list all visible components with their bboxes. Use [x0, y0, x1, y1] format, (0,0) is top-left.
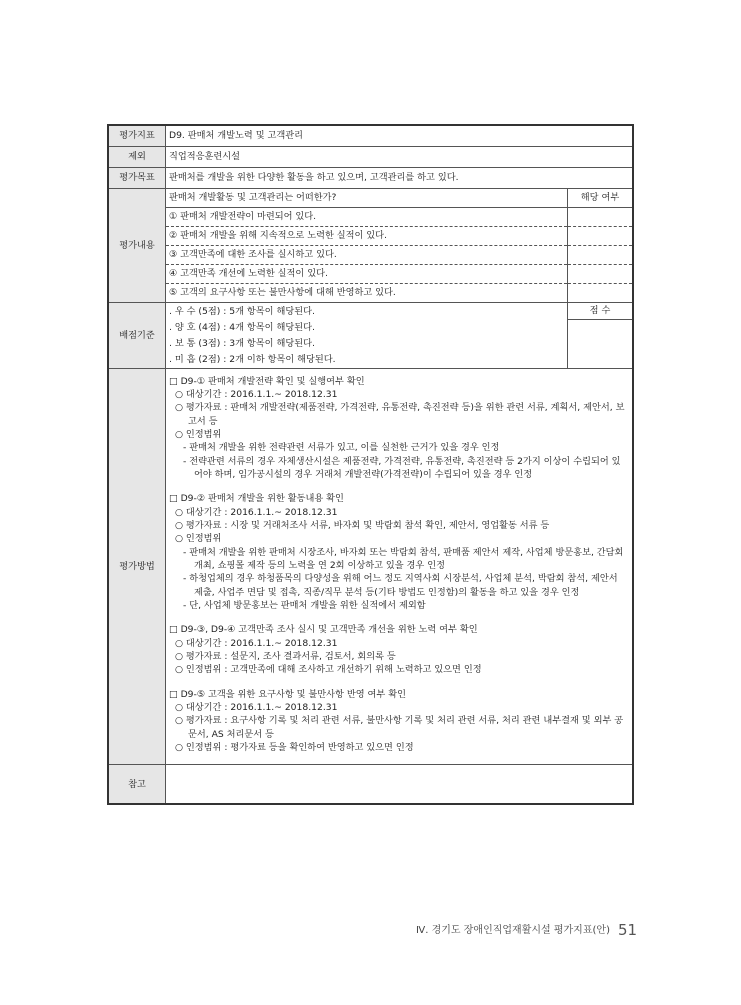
content-item: ① 판매처 개발전략이 마련되어 있다.	[166, 208, 632, 227]
row-indicator	[108, 125, 633, 147]
check-cell	[568, 284, 633, 303]
scoring-criteria	[166, 303, 632, 368]
score-level: . 보 통 (3점) : 3개 항목이 해당된다.	[166, 336, 568, 352]
goal-value: 판매처를 개발을 위한 다양한 활동을 하고 있으며, 고객관리를 하고 있다.	[166, 168, 634, 189]
label-method: 평가방법	[108, 368, 166, 765]
check-header: 해당 여부	[568, 189, 633, 208]
page-footer	[416, 921, 637, 939]
row-content	[108, 189, 633, 303]
method-period: ○ 대상기간 : 2016.1.1.~ 2018.12.31	[175, 637, 338, 649]
evaluation-table	[107, 124, 634, 805]
method-section-title: □ D9-③, D9-④ 고객만족 조사 실시 및 고객만족 개선을 위한 노력 여부 확인	[169, 624, 478, 636]
method-scope-item: - 판매처 개발을 위한 전략관련 서류가 있고, 이를 실천한 근거가 있을 경우 인정	[183, 442, 500, 454]
row-exclusion	[108, 147, 633, 168]
method-scope: ○ 인정범위	[175, 428, 222, 440]
content-question: 판매처 개발활동 및 고객관리는 어떠한가?	[166, 189, 568, 208]
method-section-title: □ D9-① 판매처 개발전략 확인 및 실행여부 확인	[169, 375, 365, 387]
content-item: ③ 고객만족에 대한 조사를 실시하고 있다.	[166, 246, 632, 265]
method-scope-item: - 단, 사업체 방문홍보는 판매처 개발을 위한 실적에서 제외함	[183, 600, 426, 611]
method-materials: ○ 평가자료 : 시장 및 거래처조사 서류, 바자회 및 박람회 참석 확인, 제안서, 영업활동 서류 등	[175, 519, 550, 531]
method-period: ○ 대상기간 : 2016.1.1.~ 2018.12.31	[175, 388, 338, 400]
method-period: ○ 대상기간 : 2016.1.1.~ 2018.12.31	[175, 506, 338, 518]
content-checklist	[166, 189, 632, 302]
method-scope: ○ 인정범위	[175, 533, 222, 545]
content-item: ⑤ 고객의 요구사항 또는 불만사항에 대해 반영하고 있다.	[166, 284, 632, 303]
row-reference	[108, 765, 633, 805]
row-goal	[108, 168, 633, 189]
method-materials: ○ 평가자료 : 판매처 개발전략(제품전략, 가격전략, 유통전략, 촉진전략 등)을 위한 관련 서류, 계획서, 제안서, 보고서 등	[175, 402, 625, 427]
page-number: 51	[617, 921, 638, 939]
method-scope-item: - 하청업체의 경우 하청품목의 다양성을 위해 어느 정도 지역사회 시장분석, 사업체 분석, 박람회 참석, 제안서 제출, 사업주 면담 및 접촉, 직종/직무 분석 등(기타 방법도 인정함)의 활동을 하고 있을 경우 인정	[183, 573, 618, 598]
check-cell	[568, 208, 633, 227]
check-cell	[568, 246, 633, 265]
method-scope-item: - 판매처 개발을 위한 판매처 시장조사, 바자회 또는 박람회 참석, 판매품 제안서 제작, 사업체 방문홍보, 간담회 개최, 쇼핑몰 제작 등의 노력을 연 2회 이상하고 있을 경우 인정	[183, 546, 624, 571]
score-level: . 우 수 (5점) : 5개 항목이 해당된다.	[166, 303, 568, 320]
score-header: 점 수	[568, 303, 633, 320]
content-item: ④ 고객만족 개선에 노력한 실적이 있다.	[166, 265, 632, 284]
reference-value	[166, 765, 634, 805]
check-cell	[568, 265, 633, 284]
method-materials: ○ 평가자료 : 설문지, 조사 결과서류, 검토서, 회의록 등	[175, 651, 396, 663]
method-scope: ○ 인정범위 : 고객만족에 대해 조사하고 개선하기 위해 노력하고 있으면 인정	[175, 664, 482, 676]
method-section-title: □ D9-⑤ 고객을 위한 요구사항 및 불만사항 반영 여부 확인	[169, 688, 406, 700]
method-section-title: □ D9-② 판매처 개발을 위한 활동내용 확인	[169, 493, 344, 505]
content-item: ② 판매처 개발을 위해 지속적으로 노력한 실적이 있다.	[166, 227, 632, 246]
score-level: . 미 흡 (2점) : 2개 이하 항목이 해당된다.	[166, 352, 568, 368]
method-period: ○ 대상기간 : 2016.1.1.~ 2018.12.31	[175, 702, 338, 714]
check-cell	[568, 227, 633, 246]
exclusion-value: 직업적응훈련시설	[166, 147, 634, 168]
row-method	[108, 368, 633, 765]
indicator-value: D9. 판매처 개발노력 및 고객관리	[166, 125, 634, 147]
method-materials: ○ 평가자료 : 요구사항 기록 및 처리 관련 서류, 불만사항 기록 및 처리 관련 서류, 처리 관련 내부결재 및 외부 공문서, AS 처리문서 등	[175, 715, 624, 740]
label-scoring: 배점기준	[108, 303, 166, 369]
method-content	[166, 368, 634, 765]
label-goal: 평가목표	[108, 168, 166, 189]
score-level: . 양 호 (4점) : 4개 항목이 해당된다.	[166, 320, 568, 336]
score-cell	[568, 320, 633, 368]
footer-text: Ⅳ. 경기도 장애인직업재활시설 평가지표(안)	[416, 925, 610, 936]
label-content: 평가내용	[108, 189, 166, 303]
label-exclusion: 제외	[108, 147, 166, 168]
method-scope-item: - 전략관련 서류의 경우 자체생산시설은 제품전략, 가격전략, 유통전략, 촉진전략 등 2가지 이상이 수립되어 있어야 하며, 임가공시설의 경우 거래처 개발전략(가격전략)이 수립되어 있을 경우 인정	[183, 455, 621, 480]
row-scoring	[108, 303, 633, 369]
method-scope: ○ 인정범위 : 평가자료 등을 확인하여 반영하고 있으면 인정	[175, 742, 414, 754]
label-reference: 참고	[108, 765, 166, 805]
label-indicator: 평가지표	[108, 125, 166, 147]
